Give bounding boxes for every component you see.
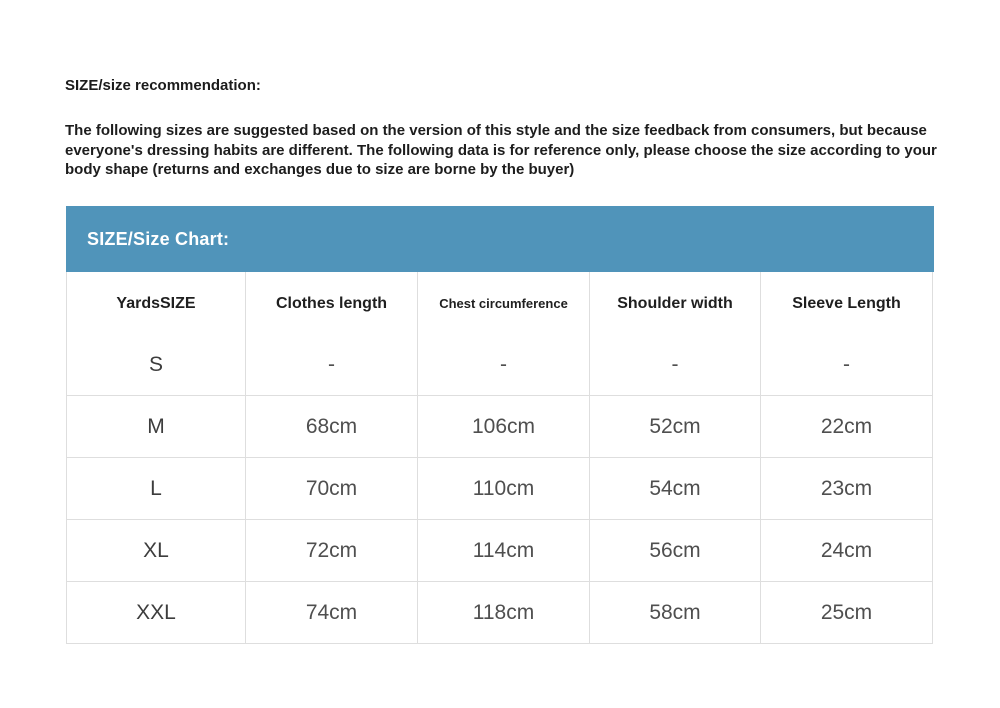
value-xxl-sleeve-length: 25cm <box>761 582 933 644</box>
column-header-chest-circumference: Chest circumference <box>418 272 590 336</box>
value-l-clothes-length: 70cm <box>246 458 418 520</box>
column-header-shoulder-width: Shoulder width <box>590 272 761 336</box>
page-title: SIZE/size recommendation: <box>65 77 261 94</box>
size-label-xxl: XXL <box>67 582 246 644</box>
size-label-m: M <box>67 396 246 458</box>
value-xxl-chest-circumference: 118cm <box>418 582 590 644</box>
size-label-xl: XL <box>67 520 246 582</box>
value-s-shoulder-width: - <box>590 334 761 396</box>
value-m-chest-circumference: 106cm <box>418 396 590 458</box>
value-m-sleeve-length: 22cm <box>761 396 933 458</box>
value-l-sleeve-length: 23cm <box>761 458 933 520</box>
value-xl-shoulder-width: 56cm <box>590 520 761 582</box>
size-chart-banner-title: SIZE/Size Chart: <box>87 228 230 249</box>
value-xl-sleeve-length: 24cm <box>761 520 933 582</box>
size-label-l: L <box>67 458 246 520</box>
value-s-sleeve-length: - <box>761 334 933 396</box>
column-header-yards-size: YardsSIZE <box>67 272 246 336</box>
size-disclaimer-text: The following sizes are suggested based on the version of this style and the size feedback from consumers, but because everyone's dressing habits are different. The following data is for reference only, please choose the size according to your body shape (returns and exchanges due to size are borne by the buyer) <box>65 122 937 178</box>
value-l-shoulder-width: 54cm <box>590 458 761 520</box>
value-l-chest-circumference: 110cm <box>418 458 590 520</box>
column-header-clothes-length: Clothes length <box>246 272 418 336</box>
size-chart-table <box>66 272 933 644</box>
column-header-sleeve-length: Sleeve Length <box>761 272 933 336</box>
value-xxl-clothes-length: 74cm <box>246 582 418 644</box>
value-m-clothes-length: 68cm <box>246 396 418 458</box>
value-s-clothes-length: - <box>246 334 418 396</box>
value-s-chest-circumference: - <box>418 334 590 396</box>
size-label-s: S <box>67 334 246 396</box>
value-xl-clothes-length: 72cm <box>246 520 418 582</box>
value-xxl-shoulder-width: 58cm <box>590 582 761 644</box>
value-m-shoulder-width: 52cm <box>590 396 761 458</box>
size-chart-banner <box>66 206 934 272</box>
value-xl-chest-circumference: 114cm <box>418 520 590 582</box>
